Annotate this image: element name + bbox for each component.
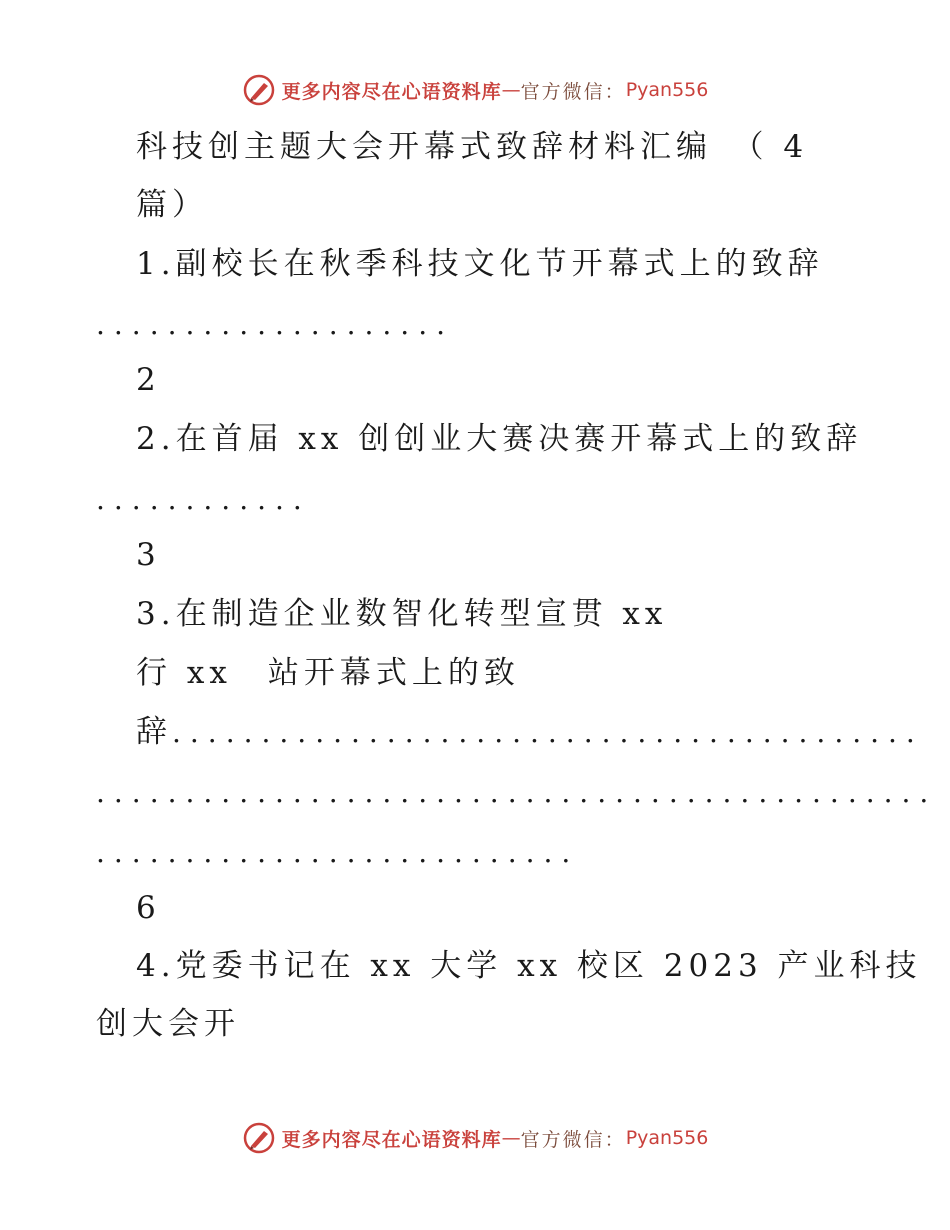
toc-item-1-page: 2 xyxy=(136,362,161,398)
banner-text: 更多内容尽在心语资料库 xyxy=(281,80,502,103)
toc-item-4-title-line2: 创大会开 xyxy=(96,1006,240,1042)
banner-text: 更多内容尽在心语资料库 xyxy=(281,1128,502,1151)
footer-watermark-banner xyxy=(0,1118,950,1158)
banner-wechat-id: Pyan556 xyxy=(625,79,709,101)
toc-item-2-leader: ............ xyxy=(96,483,311,516)
banner-wechat-id: Pyan556 xyxy=(625,1127,709,1149)
toc-item-3-title-end: 辞 xyxy=(136,714,172,750)
banner-dash: — xyxy=(501,79,521,101)
toc-item-3-leader-1: .......................................... xyxy=(172,716,924,749)
toc-item-3-title-line3 xyxy=(136,712,924,753)
toc-item-2-title: 2.在首届 xx 创创业大赛决赛开幕式上的致辞 xyxy=(136,421,863,457)
toc-item-3-title-line1: 3.在制造企业数智化转型宣贯 xx xyxy=(136,596,668,632)
banner-dash: — xyxy=(501,1127,521,1149)
toc-item-3-page: 6 xyxy=(136,890,161,926)
toc-item-3-leader-2: ............................................... xyxy=(96,776,938,809)
toc-item-3-title-line2: 行 xx 站开幕式上的致 xyxy=(136,655,520,691)
toc-item-1-leader: .................... xyxy=(96,308,455,341)
pen-logo-icon xyxy=(242,1121,276,1155)
header-watermark-banner xyxy=(0,70,950,110)
banner-wechat-label: 官方微信： xyxy=(520,1128,626,1151)
banner-wechat-label: 官方微信： xyxy=(520,80,626,103)
doc-title-line1: 科技创主题大会开幕式致辞材料汇编 （ 4 xyxy=(136,129,809,165)
toc-item-4-title-line1: 4.党委书记在 xx 大学 xx 校区 2023 产业科技 xyxy=(136,948,922,984)
toc-item-1-title: 1.副校长在秋季科技文化节开幕式上的致辞 xyxy=(136,246,824,282)
pen-logo-icon xyxy=(242,73,276,107)
doc-title-line2: 篇） xyxy=(136,187,208,223)
toc-item-3-leader-3: ........................... xyxy=(96,836,580,869)
toc-item-2-page: 3 xyxy=(136,537,161,573)
